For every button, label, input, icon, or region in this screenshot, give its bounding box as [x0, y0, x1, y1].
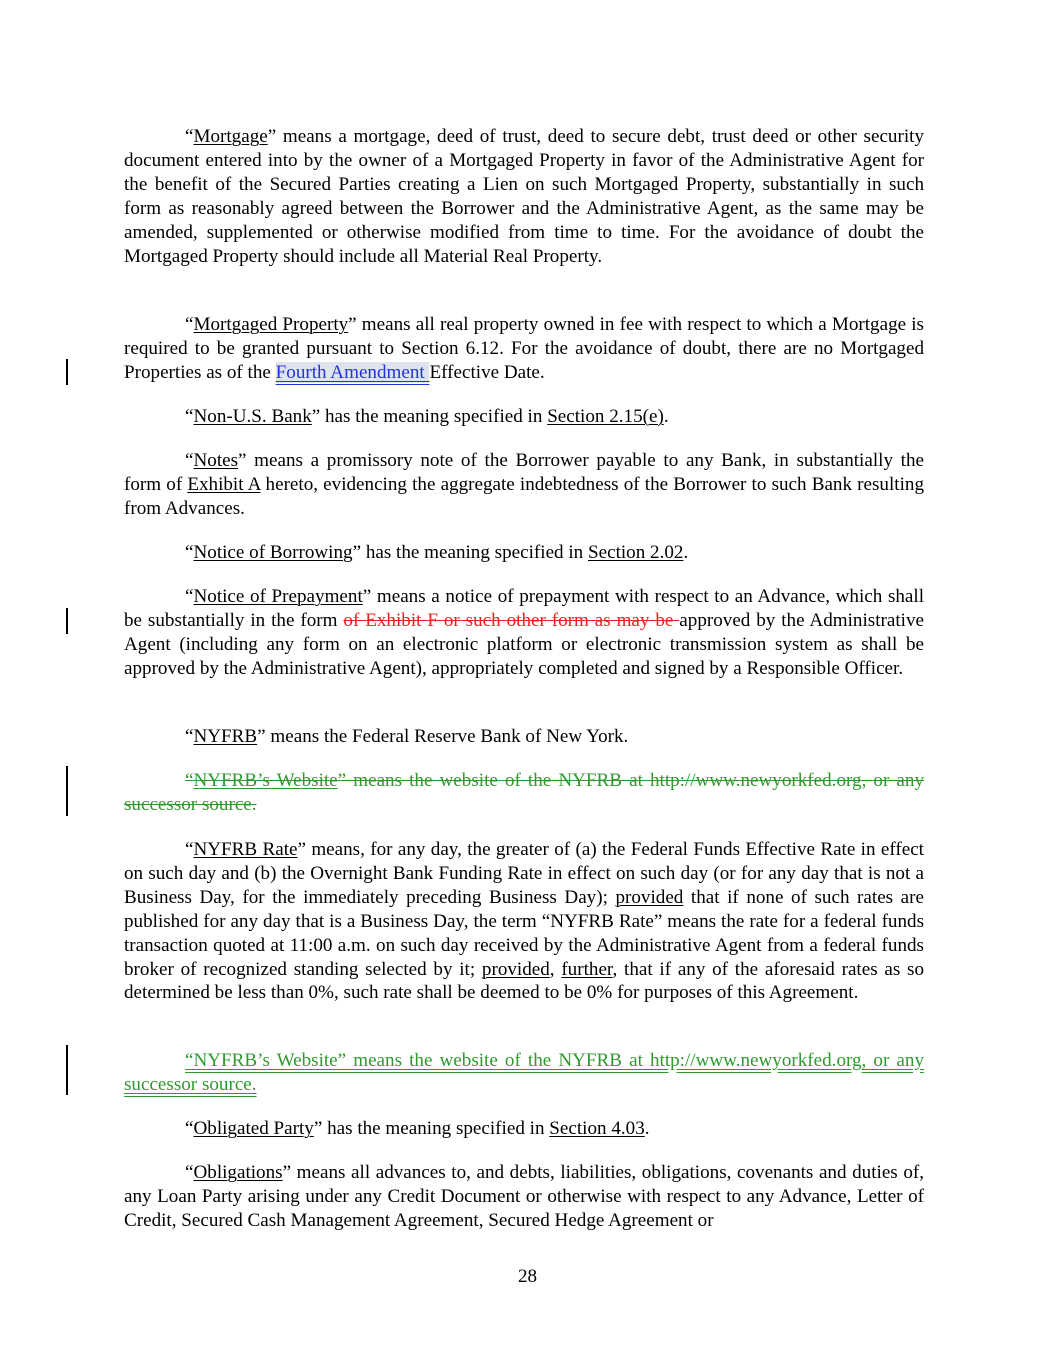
moved-text: ” means the website of the NYFRB at http://www.newyorkfed.org, or any successor source.: [124, 770, 924, 815]
open-quote: “: [185, 586, 194, 607]
open-quote: “: [185, 1162, 194, 1183]
defined-term: NYFRB Rate: [193, 839, 298, 860]
definition-mortgage: [124, 125, 924, 268]
defined-term: NYFRB: [193, 726, 258, 747]
change-bar: [66, 1045, 68, 1095]
proviso-term: provided: [615, 886, 684, 908]
definition-obligated-party: [124, 1117, 924, 1141]
definition-text: ” means, for any day, the greater of (a) the Federal Funds Effective Rate in effect on such day and (b) the Overnight Bank Funding Rate in effect on such day (or for any day that is not a Business Day, for the immediately preceding Business Day);: [124, 839, 924, 908]
definition-nyfrb-website-inserted: [124, 1049, 924, 1097]
open-quote: “: [185, 126, 194, 147]
definition-non-us-bank: [124, 405, 924, 429]
definition-text: , that if any of the aforesaid rates as so determined be less than 0%, such rate shall be deemed to be 0% for purposes of this Agreement.: [124, 958, 925, 1004]
open-quote: “: [185, 542, 194, 563]
definition-text: ” means all real property owned in fee with respect to which a Mortgage is required to be granted pursuant to Section 6.12. For the avoidance of doubt, there are no Mortgaged Properties as of the: [124, 314, 924, 383]
defined-term: Notice of Prepayment: [193, 586, 363, 607]
definition-text: .: [644, 1118, 650, 1139]
definition-text: approved by the Administrative Agent (including any form on an electronic platform or electronic transmission system as shall be approved by the Administrative Agent), appropriately completed and signed by a Responsible Officer.: [124, 609, 924, 679]
page-number: 28: [517, 1266, 538, 1287]
definition-text: ” means all advances to, and debts, liabilities, obligations, covenants and duties of, any Loan Party arising under any Credit Document or otherwise with respect to any Advance, Letter of Credit, Secured Cash Management Agreement, Secured Hedge Agreement or: [124, 1162, 924, 1231]
definition-text: ” means a mortgage, deed of trust, deed to secure debt, trust deed or other security document entered into by the owner of a Mortgaged Property in favor of the Administrative Agent for the benefit of the Secured Parties creating a Lien on such Mortgaged Property, substantially in such form as reasonably agreed between the Borrower and the Administrative Agent, as the same may be amended, supplemented or otherwise modified from time to time. For the avoidance of doubt the Mortgaged Property should include all Material Real Property.: [124, 126, 924, 267]
defined-term: Non-U.S. Bank: [193, 406, 312, 427]
definition-text: ” has the meaning specified in: [313, 1118, 550, 1139]
definition-text: .: [683, 542, 689, 563]
definition-text: ” has the meaning specified in: [311, 406, 548, 427]
definition-notice-of-borrowing: [124, 541, 924, 565]
proviso-term: further: [561, 958, 613, 980]
section-reference: Section 2.15(e): [547, 406, 664, 427]
defined-term: Obligated Party: [193, 1118, 314, 1139]
section-reference: Section 4.03: [549, 1118, 645, 1139]
definition-notice-of-prepayment: [124, 585, 924, 681]
defined-term: Mortgage: [193, 126, 268, 147]
open-quote: “: [185, 770, 194, 791]
open-quote: “: [185, 406, 194, 427]
open-quote: “: [185, 726, 194, 747]
open-quote: “: [185, 839, 194, 860]
definition-text: ” means a notice of prepayment with respect to an Advance, which shall be substantially in the form: [124, 586, 925, 631]
definition-text: ,: [549, 958, 562, 980]
definition-nyfrb-rate: [124, 838, 924, 1005]
section-reference: Section 2.02: [588, 542, 684, 563]
defined-term: Obligations: [193, 1162, 283, 1183]
defined-term: Notes: [193, 450, 239, 471]
definition-text: .: [663, 406, 669, 427]
definition-text: hereto, evidencing the aggregate indebtedness of the Borrower to such Bank resulting from Advances.: [124, 473, 924, 519]
defined-term: Mortgaged Property: [193, 314, 349, 335]
definition-nyfrb: [124, 725, 924, 749]
open-quote: “: [185, 1118, 194, 1139]
change-bar: [66, 766, 68, 816]
inserted-text: Fourth Amendment: [275, 361, 430, 383]
definition-text: Effective Date.: [429, 361, 545, 383]
deleted-text: of Exhibit F or such other form as may be: [343, 609, 680, 631]
definition-obligations: [124, 1161, 924, 1233]
proviso-term: provided: [481, 958, 550, 980]
defined-term: NYFRB’s Website: [193, 770, 338, 791]
open-quote: “: [185, 314, 194, 335]
definition-text: ” means a promissory note of the Borrower payable to any Bank, in substantially the form of: [124, 450, 924, 495]
defined-term: Notice of Borrowing: [193, 542, 353, 563]
definition-mortgaged-property: [124, 313, 924, 385]
definition-notes: [124, 449, 924, 521]
change-bar: [66, 608, 68, 634]
definition-text: ” has the meaning specified in: [352, 542, 588, 563]
change-bar: [66, 359, 68, 385]
definition-text: that if none of such rates are published for any day that is a Business Day, the term “NYFRB Rate” means the rate for a federal funds transaction quoted at 11:00 a.m. on such day received by the Administrative Agent from a federal funds broker of recognized standing selected by it;: [124, 886, 924, 980]
open-quote: “: [185, 450, 194, 471]
moved-text: “NYFRB’s Website” means the website of the NYFRB at http://www.newyorkfed.org, or any successor source.: [124, 1050, 924, 1095]
exhibit-reference: Exhibit A: [187, 473, 261, 495]
definition-text: ” means the Federal Reserve Bank of New York.: [257, 726, 629, 747]
definition-nyfrb-website-deleted: [124, 769, 924, 817]
